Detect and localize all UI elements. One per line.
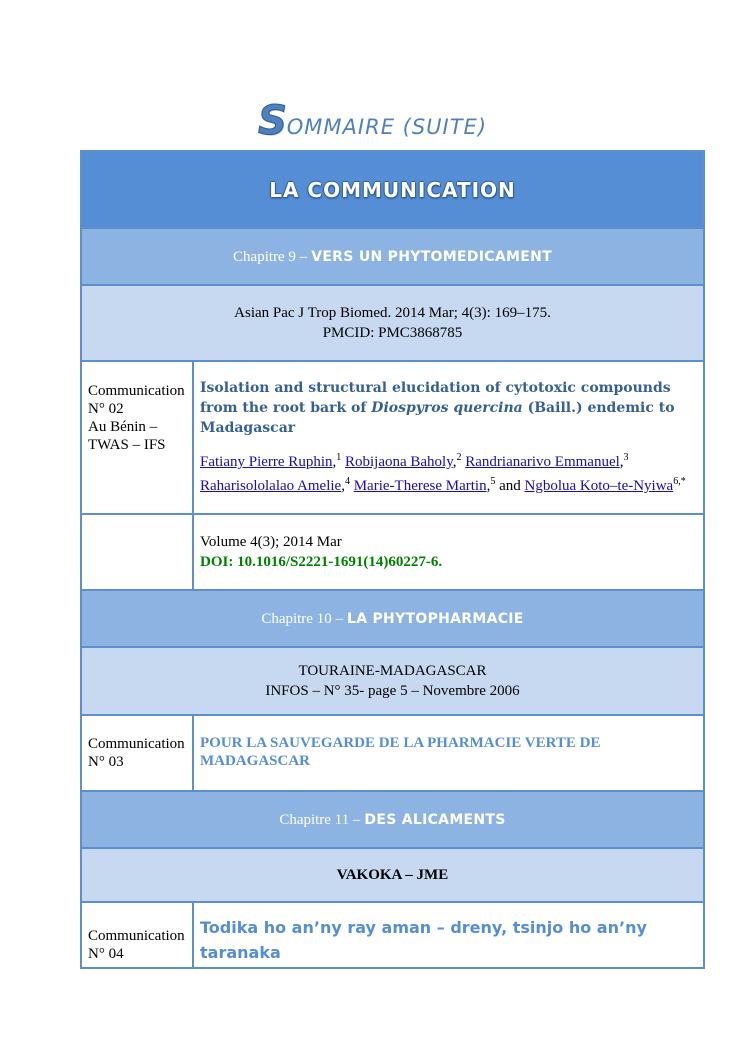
chapter-10-prefix: Chapitre 10 – [261, 610, 343, 627]
author-link[interactable]: Marie-Therese Martin [353, 478, 487, 494]
article-02-title-part1: Isolation and structural elucidation of cytotoxic compounds from the root bark of [200, 380, 671, 416]
article-04-title: Todika ho an’ny ray aman – dreny, tsinjo ho an’ny taranaka [200, 918, 647, 962]
chapter-10-source-line1: TOURAINE-MADAGASCAR [298, 663, 487, 679]
comm-04-line1: Communication [88, 928, 185, 944]
chapter-9-source-line1: Asian Pac J Trop Biomed. 2014 Mar; 4(3): 169–175. [234, 305, 551, 321]
chapter-11-header [81, 791, 704, 848]
author-link[interactable]: Ngbolua Koto–te-Nyiwa [524, 478, 674, 494]
chapter-9-prefix: Chapitre 9 – [233, 248, 308, 265]
title-rest: OMMAIRE (SUITE) [286, 115, 488, 139]
doi-text: DOI: 10.1016/S2221-1691(14)60227-6. [200, 554, 443, 570]
article-02-authors: Fatiany Pierre Ruphin,$^1$ Robijaona Baholy,$^2$ Randrianarivo Emmanuel,$^3$ Raharisololalao Amelie,$^4$ Marie-Therese Martin,$^5$ and Ngbolua Koto–te-Nyiwa$^{6,*}$ [200, 452, 686, 494]
article-02-title [200, 378, 697, 438]
author-sup: 5 [490, 476, 496, 487]
chapter-10-source-line2: INFOS – N° 35- page 5 – Novembre 2006 [265, 683, 520, 699]
communication-04-label [81, 902, 193, 968]
comm-03-line2: N° 03 [88, 754, 124, 770]
author-link[interactable]: Fatiany Pierre Ruphin [200, 454, 333, 470]
comm-03-line1: Communication [88, 736, 185, 752]
page-title [0, 98, 745, 144]
communication-02-label [81, 361, 193, 514]
author-sup: 1 [336, 452, 342, 463]
chapter-11-source [81, 848, 704, 902]
article-03-title: POUR LA SAUVEGARDE DE LA PHARMACIE VERTE DE MADAGASCAR [200, 735, 601, 769]
communication-03-content [193, 715, 704, 791]
title-initial: S [257, 98, 287, 144]
and-word: and [499, 478, 521, 494]
author-link[interactable]: Robijaona Baholy [344, 454, 453, 470]
author-sup: 4 [344, 476, 350, 487]
chapter-11-prefix: Chapitre 11 – [279, 811, 361, 828]
author-sup: 6,* [673, 476, 686, 487]
chapter-9-title: VERS UN PHYTOMEDICAMENT [311, 248, 552, 265]
communication-04-content [193, 902, 704, 968]
author-link[interactable]: Raharisololalao Amelie [200, 478, 342, 494]
chapter-9-header [81, 228, 704, 285]
article-02-title-part2: (Baill.) endemic to Madagascar [200, 400, 675, 436]
comm-02-line3: Au Bénin – [88, 419, 158, 435]
chapter-9-source [81, 285, 704, 361]
comm-02-line2: N° 02 [88, 401, 124, 417]
comm-02-line4: TWAS – IFS [88, 437, 166, 453]
section-banner-text: LA COMMUNICATION [269, 177, 516, 202]
section-banner [81, 151, 704, 228]
chapter-9-source-line2: PMCID: PMC3868785 [322, 325, 463, 341]
summary-table [80, 150, 705, 969]
communication-02-content [193, 361, 704, 514]
chapter-10-source [81, 647, 704, 715]
volume-text: Volume 4(3); 2014 Mar [200, 534, 342, 550]
communication-03-label [81, 715, 193, 791]
volume-doi-cell [193, 514, 704, 590]
author-sup: 2 [456, 452, 462, 463]
author-sup: 3 [623, 452, 629, 463]
empty-cell [81, 514, 193, 590]
comm-02-line1: Communication [88, 383, 185, 399]
chapter-10-header [81, 590, 704, 647]
article-02-title-italic: Diospyros quercina [371, 400, 523, 416]
author-link[interactable]: Randrianarivo Emmanuel [465, 454, 620, 470]
comm-04-line2: N° 04 [88, 946, 124, 962]
chapter-11-source-line1: VAKOKA – JME [336, 867, 449, 883]
chapter-11-title: DES ALICAMENTS [364, 811, 506, 828]
chapter-10-title: LA PHYTOPHARMACIE [346, 610, 524, 627]
